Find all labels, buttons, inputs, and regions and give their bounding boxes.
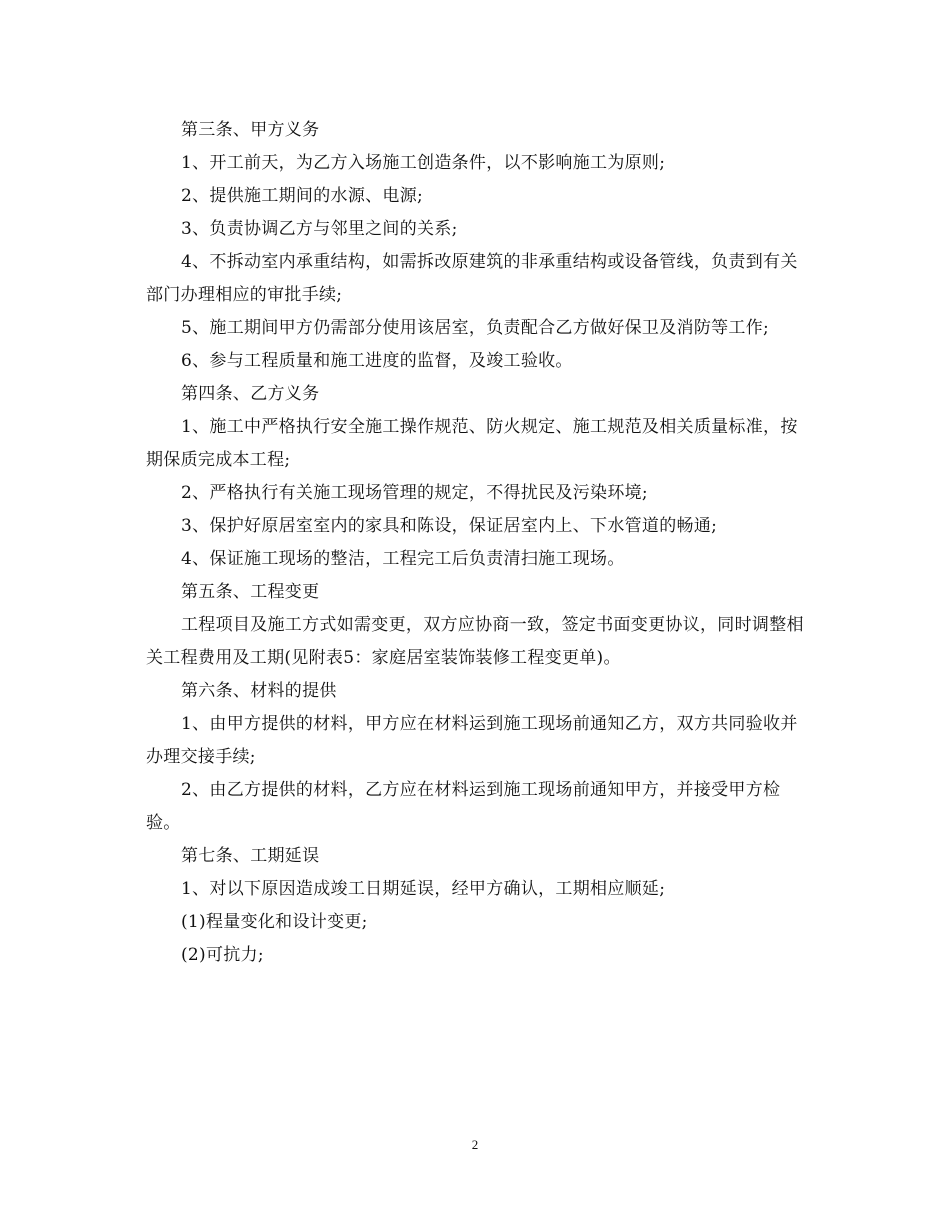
section-heading-article-5: 第五条、工程变更 bbox=[181, 582, 320, 602]
paragraph: 1、由甲方提供的材料，甲方应在材料运到施工现场前通知乙方，双方共同验收并办理交接手续; bbox=[146, 714, 798, 767]
paragraph: 4、不拆动室内承重结构，如需拆改原建筑的非承重结构或设备管线，负责到有关部门办理相应的审批手续; bbox=[146, 252, 798, 305]
paragraph: 2、提供施工期间的水源、电源; bbox=[181, 186, 424, 206]
paragraph: 工程项目及施工方式如需变更，双方应协商一致，签定书面变更协议，同时调整相关工程费用及工期(见附表5：家庭居室装饰装修工程变更单)。 bbox=[146, 615, 804, 668]
paragraph: 6、参与工程质量和施工进度的监督，及竣工验收。 bbox=[181, 351, 573, 371]
page-number: 2 bbox=[471, 1137, 479, 1152]
paragraph: 3、保护好原居室室内的家具和陈设，保证居室内上、下水管道的畅通; bbox=[181, 516, 718, 536]
paragraph: 2、由乙方提供的材料，乙方应在材料运到施工现场前通知甲方，并接受甲方检验。 bbox=[146, 780, 781, 833]
list-item: (1)程量变化和设计变更; bbox=[181, 912, 368, 932]
paragraph: 2、严格执行有关施工现场管理的规定，不得扰民及污染环境; bbox=[181, 483, 648, 503]
section-heading-article-7: 第七条、工期延误 bbox=[181, 846, 320, 866]
list-item: (2)可抗力; bbox=[181, 945, 264, 965]
paragraph: 3、负责协调乙方与邻里之间的关系; bbox=[181, 219, 458, 239]
paragraph: 4、保证施工现场的整洁，工程完工后负责清扫施工现场。 bbox=[181, 549, 625, 569]
document-body bbox=[146, 114, 806, 972]
section-heading-article-4: 第四条、乙方义务 bbox=[181, 384, 320, 404]
paragraph: 1、对以下原因造成竣工日期延误，经甲方确认，工期相应顺延; bbox=[181, 879, 666, 899]
section-heading-article-3: 第三条、甲方义务 bbox=[181, 120, 320, 140]
paragraph: 5、施工期间甲方仍需部分使用该居室，负责配合乙方做好保卫及消防等工作; bbox=[181, 318, 770, 338]
paragraph: 1、施工中严格执行安全施工操作规范、防火规定、施工规范及相关质量标准，按期保质完成本工程; bbox=[146, 417, 798, 470]
section-heading-article-6: 第六条、材料的提供 bbox=[181, 681, 337, 701]
paragraph: 1、开工前天，为乙方入场施工创造条件，以不影响施工为原则; bbox=[181, 153, 666, 173]
